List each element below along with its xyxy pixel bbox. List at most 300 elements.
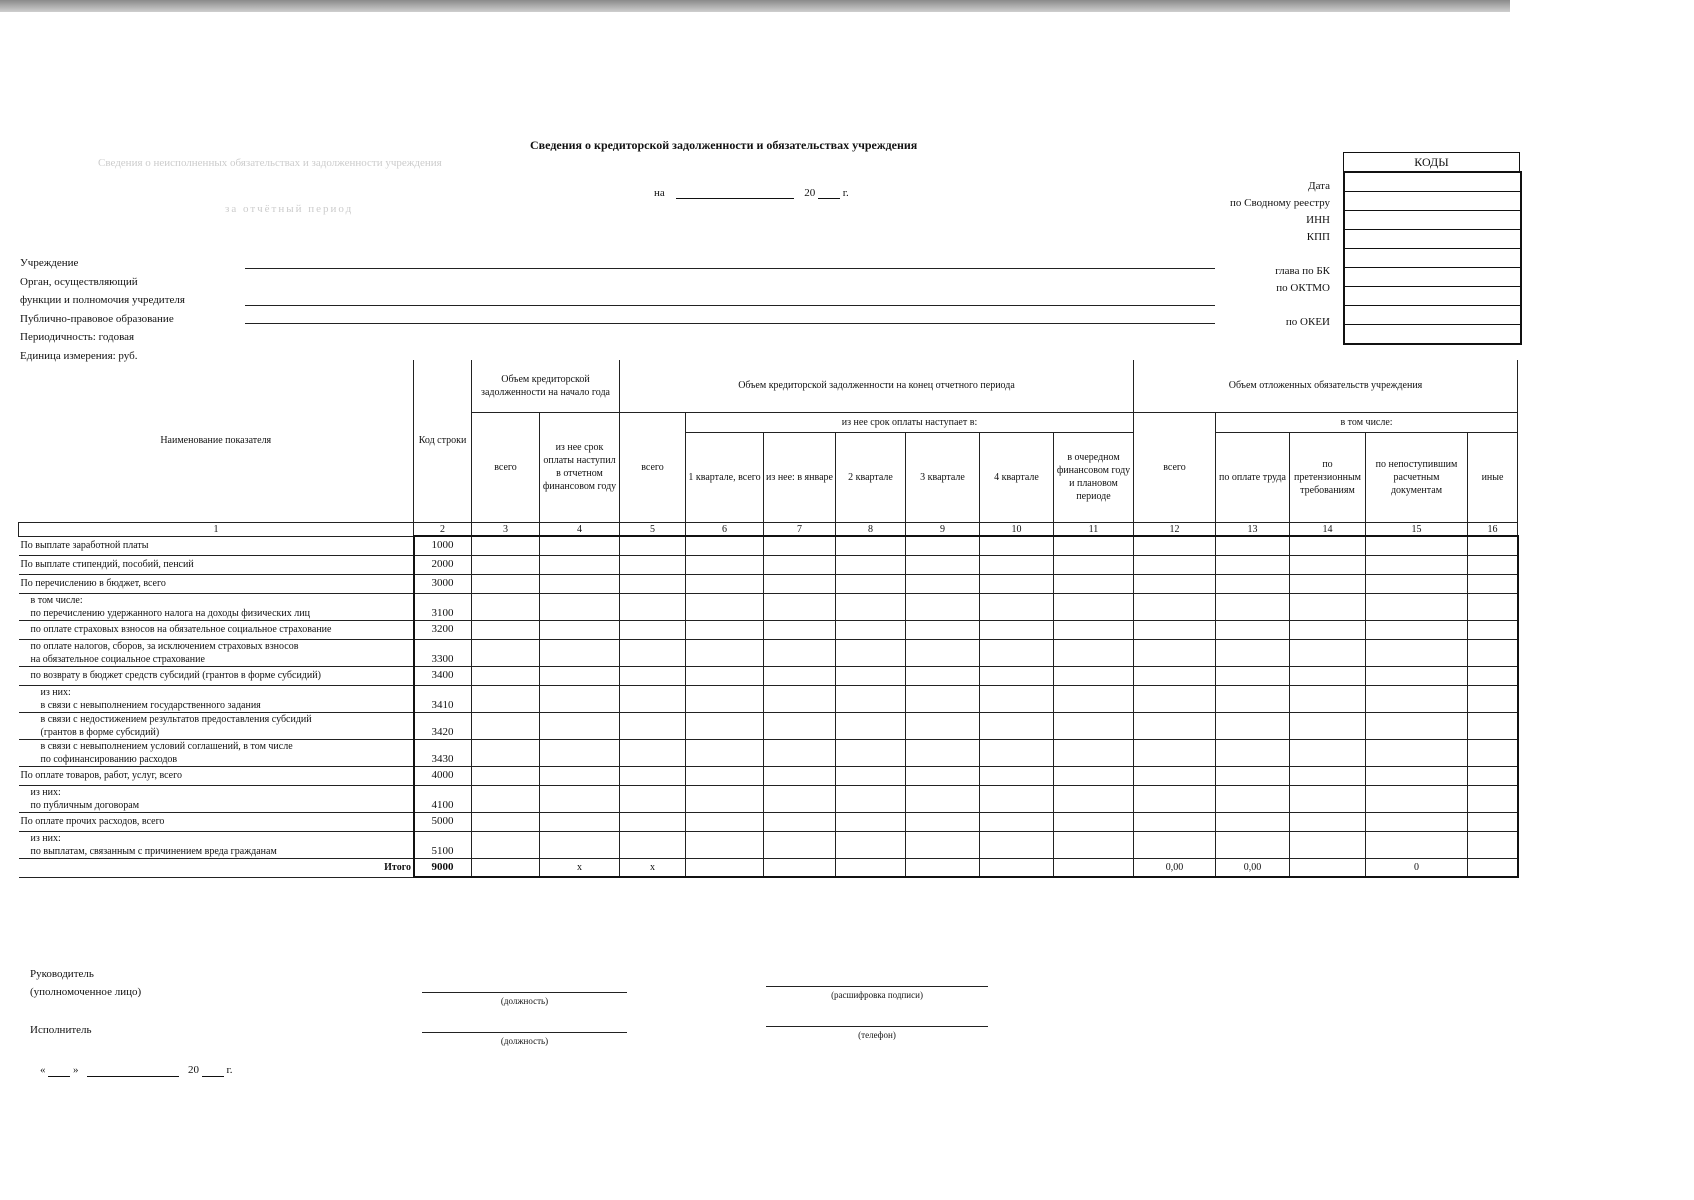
row-cell-c7[interactable] bbox=[764, 766, 836, 785]
row-cell-c8[interactable] bbox=[836, 766, 906, 785]
row-cell-c9[interactable] bbox=[906, 831, 980, 858]
row-cell-c16[interactable] bbox=[1468, 555, 1518, 574]
row-cell-c13[interactable] bbox=[1216, 739, 1290, 766]
institution-line[interactable] bbox=[245, 268, 1215, 269]
row-cell-c15[interactable] bbox=[1366, 620, 1468, 639]
code-cell-registry[interactable] bbox=[1345, 192, 1520, 211]
row-cell-c9[interactable] bbox=[906, 785, 980, 812]
total-c7[interactable] bbox=[764, 858, 836, 877]
total-c14[interactable] bbox=[1290, 858, 1366, 877]
row-cell-c13[interactable] bbox=[1216, 620, 1290, 639]
row-cell-c15[interactable] bbox=[1366, 574, 1468, 593]
row-cell-c12[interactable] bbox=[1134, 812, 1216, 831]
row-cell-c3[interactable] bbox=[472, 639, 540, 666]
public-entity-line[interactable] bbox=[245, 323, 1215, 324]
code-label-registry: по Сводному реестру bbox=[1230, 197, 1330, 209]
code-cell-bk[interactable] bbox=[1345, 268, 1520, 287]
row-cell-c9[interactable] bbox=[906, 739, 980, 766]
authority-line[interactable] bbox=[245, 305, 1215, 306]
row-cell-c16[interactable] bbox=[1468, 536, 1518, 555]
row-cell-c6[interactable] bbox=[686, 536, 764, 555]
row-cell-c10[interactable] bbox=[980, 639, 1054, 666]
table-row bbox=[19, 574, 1518, 593]
row-cell-c8[interactable] bbox=[836, 785, 906, 812]
row-cell-c11[interactable] bbox=[1054, 785, 1134, 812]
col-header-10: 4 квартале bbox=[980, 432, 1054, 522]
row-cell-c10[interactable] bbox=[980, 555, 1054, 574]
row-cell-c11[interactable] bbox=[1054, 620, 1134, 639]
row-cell-c3[interactable] bbox=[472, 739, 540, 766]
row-cell-c16[interactable] bbox=[1468, 739, 1518, 766]
row-cell-c6[interactable] bbox=[686, 712, 764, 739]
row-cell-c16[interactable] bbox=[1468, 593, 1518, 620]
row-cell-c4[interactable] bbox=[540, 712, 620, 739]
row-cell-c15[interactable] bbox=[1366, 831, 1468, 858]
head-position-caption: (должность) bbox=[500, 996, 549, 1006]
row-cell-c10[interactable] bbox=[980, 574, 1054, 593]
head-decipher-line[interactable] bbox=[766, 986, 988, 987]
row-cell-c14[interactable] bbox=[1290, 620, 1366, 639]
row-cell-c4[interactable] bbox=[540, 739, 620, 766]
sign-date bbox=[40, 1064, 233, 1077]
row-name bbox=[19, 812, 414, 831]
total-c11[interactable] bbox=[1054, 858, 1134, 877]
table-row bbox=[19, 766, 1518, 785]
row-cell-c16[interactable] bbox=[1468, 812, 1518, 831]
row-code: 3100 bbox=[414, 593, 472, 620]
field-unit: Единица измерения: руб. bbox=[20, 349, 138, 362]
row-cell-c4[interactable] bbox=[540, 785, 620, 812]
row-cell-c11[interactable] bbox=[1054, 739, 1134, 766]
total-row bbox=[19, 858, 1518, 877]
row-name-line: По оплате прочих расходов, всего bbox=[20, 816, 165, 827]
period-suffix: г. bbox=[842, 187, 849, 199]
col-group-start: Объем кредиторской задолженности на начало года bbox=[472, 360, 620, 412]
row-cell-c4[interactable] bbox=[540, 766, 620, 785]
row-cell-c10[interactable] bbox=[980, 712, 1054, 739]
row-cell-c5[interactable] bbox=[620, 831, 686, 858]
row-cell-c7[interactable] bbox=[764, 639, 836, 666]
field-authority-1: Орган, осуществляющий bbox=[20, 275, 138, 288]
row-cell-c9[interactable] bbox=[906, 685, 980, 712]
code-label-inn: ИНН bbox=[1306, 214, 1330, 226]
row-cell-c11[interactable] bbox=[1054, 831, 1134, 858]
field-authority-2: функции и полномочия учредителя bbox=[20, 294, 185, 306]
row-cell-c3[interactable] bbox=[472, 536, 540, 555]
column-number-3: 3 bbox=[472, 522, 540, 536]
code-label-date: Дата bbox=[1308, 180, 1330, 192]
row-cell-c12[interactable] bbox=[1134, 685, 1216, 712]
row-cell-c12[interactable] bbox=[1134, 831, 1216, 858]
row-cell-c7[interactable] bbox=[764, 593, 836, 620]
row-cell-c3[interactable] bbox=[472, 574, 540, 593]
row-cell-c4[interactable] bbox=[540, 555, 620, 574]
row-cell-c6[interactable] bbox=[686, 812, 764, 831]
row-cell-c13[interactable] bbox=[1216, 555, 1290, 574]
row-cell-c6[interactable] bbox=[686, 555, 764, 574]
row-cell-c13[interactable] bbox=[1216, 785, 1290, 812]
row-name-line-2: по публичным договорам bbox=[20, 799, 140, 811]
row-cell-c11[interactable] bbox=[1054, 766, 1134, 785]
row-cell-c3[interactable] bbox=[472, 712, 540, 739]
row-cell-c14[interactable] bbox=[1290, 712, 1366, 739]
executor-phone-line[interactable] bbox=[766, 1026, 988, 1027]
row-cell-c15[interactable] bbox=[1366, 593, 1468, 620]
row-cell-c11[interactable] bbox=[1054, 555, 1134, 574]
row-cell-c6[interactable] bbox=[686, 766, 764, 785]
total-c9[interactable] bbox=[906, 858, 980, 877]
row-cell-c10[interactable] bbox=[980, 620, 1054, 639]
row-cell-c3[interactable] bbox=[472, 812, 540, 831]
row-cell-c10[interactable] bbox=[980, 666, 1054, 685]
row-code: 3400 bbox=[414, 666, 472, 685]
row-cell-c13[interactable] bbox=[1216, 766, 1290, 785]
col-header-4: из нее срок оплаты наступил в отчетном финансовом году bbox=[540, 412, 620, 522]
row-cell-c13[interactable] bbox=[1216, 639, 1290, 666]
row-code: 3430 bbox=[414, 739, 472, 766]
total-c16[interactable] bbox=[1468, 858, 1518, 877]
code-cell-date[interactable] bbox=[1345, 173, 1520, 192]
row-cell-c9[interactable] bbox=[906, 812, 980, 831]
row-cell-c7[interactable] bbox=[764, 812, 836, 831]
col-header-6: 1 квартале, всего bbox=[686, 432, 764, 522]
row-cell-c12[interactable] bbox=[1134, 639, 1216, 666]
row-cell-c8[interactable] bbox=[836, 574, 906, 593]
row-cell-c11[interactable] bbox=[1054, 812, 1134, 831]
table-row bbox=[19, 666, 1518, 685]
row-name-line-2: в связи с невыполнением государственного задания bbox=[20, 699, 261, 711]
row-cell-c16[interactable] bbox=[1468, 666, 1518, 685]
row-cell-c8[interactable] bbox=[836, 712, 906, 739]
col-group-deferred: Объем отложенных обязательств учреждения bbox=[1134, 360, 1518, 412]
row-cell-c5[interactable] bbox=[620, 555, 686, 574]
scan-top-band bbox=[0, 0, 1510, 12]
code-label-kpp: КПП bbox=[1306, 231, 1330, 243]
code-cell-inn[interactable] bbox=[1345, 211, 1520, 230]
row-cell-c6[interactable] bbox=[686, 739, 764, 766]
row-cell-c9[interactable] bbox=[906, 766, 980, 785]
row-cell-c10[interactable] bbox=[980, 831, 1054, 858]
row-cell-c9[interactable] bbox=[906, 593, 980, 620]
head-position-line[interactable] bbox=[422, 992, 627, 993]
row-cell-c6[interactable] bbox=[686, 685, 764, 712]
total-c15: 0 bbox=[1366, 858, 1468, 877]
row-cell-c11[interactable] bbox=[1054, 712, 1134, 739]
row-cell-c8[interactable] bbox=[836, 831, 906, 858]
row-cell-c14[interactable] bbox=[1290, 593, 1366, 620]
row-cell-c9[interactable] bbox=[906, 555, 980, 574]
row-cell-c11[interactable] bbox=[1054, 639, 1134, 666]
row-cell-c9[interactable] bbox=[906, 536, 980, 555]
row-cell-c9[interactable] bbox=[906, 620, 980, 639]
row-name-line: в связи с недостижением результатов предоставления субсидий bbox=[20, 713, 312, 725]
date-suffix: г. bbox=[226, 1064, 233, 1076]
row-cell-c4[interactable] bbox=[540, 685, 620, 712]
period-year-field[interactable] bbox=[818, 186, 840, 199]
total-c3[interactable] bbox=[472, 858, 540, 877]
row-cell-c12[interactable] bbox=[1134, 766, 1216, 785]
code-cell-blank[interactable] bbox=[1345, 249, 1520, 268]
column-number-row bbox=[19, 522, 1518, 536]
date-month-field[interactable] bbox=[87, 1064, 179, 1077]
column-number-4: 4 bbox=[540, 522, 620, 536]
row-cell-c14[interactable] bbox=[1290, 766, 1366, 785]
row-name bbox=[19, 712, 414, 739]
row-cell-c5[interactable] bbox=[620, 712, 686, 739]
row-name bbox=[19, 666, 414, 685]
row-cell-c14[interactable] bbox=[1290, 536, 1366, 555]
codes-labels bbox=[1150, 178, 1330, 331]
row-cell-c6[interactable] bbox=[686, 574, 764, 593]
row-cell-c7[interactable] bbox=[764, 685, 836, 712]
row-cell-c15[interactable] bbox=[1366, 639, 1468, 666]
row-cell-c15[interactable] bbox=[1366, 812, 1468, 831]
column-number-7: 7 bbox=[764, 522, 836, 536]
row-cell-c13[interactable] bbox=[1216, 831, 1290, 858]
row-cell-c10[interactable] bbox=[980, 812, 1054, 831]
row-cell-c8[interactable] bbox=[836, 593, 906, 620]
row-cell-c13[interactable] bbox=[1216, 536, 1290, 555]
date-year-field[interactable] bbox=[202, 1064, 224, 1077]
row-cell-c16[interactable] bbox=[1468, 831, 1518, 858]
executor-position-line[interactable] bbox=[422, 1032, 627, 1033]
code-label-okei: по ОКЕИ bbox=[1285, 316, 1330, 328]
row-cell-c10[interactable] bbox=[980, 785, 1054, 812]
row-cell-c7[interactable] bbox=[764, 574, 836, 593]
row-cell-c16[interactable] bbox=[1468, 712, 1518, 739]
row-cell-c9[interactable] bbox=[906, 639, 980, 666]
row-code: 4100 bbox=[414, 785, 472, 812]
row-cell-c15[interactable] bbox=[1366, 785, 1468, 812]
row-name bbox=[19, 620, 414, 639]
col-header-15: по непоступившим расчетным документам bbox=[1366, 432, 1468, 522]
total-label: Итого bbox=[19, 858, 414, 877]
total-c10[interactable] bbox=[980, 858, 1054, 877]
row-name-line: По выплате заработной платы bbox=[20, 540, 149, 551]
code-cell-okei[interactable] bbox=[1345, 325, 1520, 343]
row-cell-c11[interactable] bbox=[1054, 536, 1134, 555]
row-cell-c12[interactable] bbox=[1134, 536, 1216, 555]
row-cell-c8[interactable] bbox=[836, 739, 906, 766]
field-public-entity: Публично-правовое образование bbox=[20, 312, 174, 325]
row-cell-c15[interactable] bbox=[1366, 739, 1468, 766]
row-cell-c4[interactable] bbox=[540, 536, 620, 555]
row-cell-c5[interactable] bbox=[620, 666, 686, 685]
row-cell-c13[interactable] bbox=[1216, 812, 1290, 831]
row-name-line: По перечислению в бюджет, всего bbox=[20, 578, 166, 589]
col-header-name: Наименование показателя bbox=[19, 360, 414, 522]
row-cell-c14[interactable] bbox=[1290, 739, 1366, 766]
row-cell-c6[interactable] bbox=[686, 785, 764, 812]
row-cell-c12[interactable] bbox=[1134, 574, 1216, 593]
row-cell-c4[interactable] bbox=[540, 831, 620, 858]
row-cell-c7[interactable] bbox=[764, 620, 836, 639]
row-cell-c4[interactable] bbox=[540, 574, 620, 593]
row-cell-c9[interactable] bbox=[906, 574, 980, 593]
row-cell-c14[interactable] bbox=[1290, 555, 1366, 574]
row-cell-c4[interactable] bbox=[540, 620, 620, 639]
row-cell-c14[interactable] bbox=[1290, 574, 1366, 593]
row-cell-c12[interactable] bbox=[1134, 712, 1216, 739]
row-cell-c14[interactable] bbox=[1290, 666, 1366, 685]
row-cell-c16[interactable] bbox=[1468, 574, 1518, 593]
row-cell-c10[interactable] bbox=[980, 739, 1054, 766]
row-cell-c5[interactable] bbox=[620, 766, 686, 785]
row-cell-c3[interactable] bbox=[472, 593, 540, 620]
executor-position-caption: (должность) bbox=[500, 1036, 549, 1046]
row-cell-c7[interactable] bbox=[764, 666, 836, 685]
total-c8[interactable] bbox=[836, 858, 906, 877]
total-c4: х bbox=[540, 858, 620, 877]
row-cell-c12[interactable] bbox=[1134, 620, 1216, 639]
row-cell-c10[interactable] bbox=[980, 536, 1054, 555]
row-cell-c11[interactable] bbox=[1054, 685, 1134, 712]
row-cell-c15[interactable] bbox=[1366, 766, 1468, 785]
codes-header: КОДЫ bbox=[1343, 152, 1520, 171]
row-cell-c5[interactable] bbox=[620, 812, 686, 831]
row-cell-c15[interactable] bbox=[1366, 712, 1468, 739]
row-cell-c7[interactable] bbox=[764, 555, 836, 574]
code-cell-kpp[interactable] bbox=[1345, 230, 1520, 249]
row-cell-c3[interactable] bbox=[472, 785, 540, 812]
row-cell-c15[interactable] bbox=[1366, 536, 1468, 555]
code-cell-oktmo[interactable] bbox=[1345, 287, 1520, 306]
row-cell-c5[interactable] bbox=[620, 593, 686, 620]
row-cell-c11[interactable] bbox=[1054, 593, 1134, 620]
row-cell-c13[interactable] bbox=[1216, 685, 1290, 712]
row-cell-c3[interactable] bbox=[472, 685, 540, 712]
date-open-quote: « bbox=[40, 1064, 46, 1076]
row-cell-c16[interactable] bbox=[1468, 639, 1518, 666]
row-cell-c12[interactable] bbox=[1134, 666, 1216, 685]
row-cell-c5[interactable] bbox=[620, 685, 686, 712]
code-cell-blank-2[interactable] bbox=[1345, 306, 1520, 325]
total-code: 9000 bbox=[414, 858, 472, 877]
table-row bbox=[19, 593, 1518, 620]
row-cell-c14[interactable] bbox=[1290, 639, 1366, 666]
code-label-bk: глава по БК bbox=[1275, 265, 1330, 277]
row-cell-c14[interactable] bbox=[1290, 685, 1366, 712]
row-cell-c7[interactable] bbox=[764, 739, 836, 766]
period-date-field[interactable] bbox=[676, 186, 794, 199]
row-cell-c5[interactable] bbox=[620, 785, 686, 812]
row-cell-c6[interactable] bbox=[686, 639, 764, 666]
row-cell-c15[interactable] bbox=[1366, 555, 1468, 574]
row-cell-c5[interactable] bbox=[620, 536, 686, 555]
row-cell-c9[interactable] bbox=[906, 666, 980, 685]
row-cell-c13[interactable] bbox=[1216, 574, 1290, 593]
column-number-2: 2 bbox=[414, 522, 472, 536]
row-cell-c7[interactable] bbox=[764, 785, 836, 812]
row-cell-c9[interactable] bbox=[906, 712, 980, 739]
row-cell-c6[interactable] bbox=[686, 593, 764, 620]
row-cell-c11[interactable] bbox=[1054, 574, 1134, 593]
col-group-deferred-sub: в том числе: bbox=[1216, 412, 1518, 432]
date-close-quote: » bbox=[73, 1064, 79, 1076]
row-cell-c14[interactable] bbox=[1290, 831, 1366, 858]
column-number-13: 13 bbox=[1216, 522, 1290, 536]
row-cell-c12[interactable] bbox=[1134, 785, 1216, 812]
row-cell-c8[interactable] bbox=[836, 620, 906, 639]
row-cell-c5[interactable] bbox=[620, 639, 686, 666]
row-cell-c15[interactable] bbox=[1366, 685, 1468, 712]
executor-phone-caption: (телефон) bbox=[858, 1030, 896, 1040]
row-cell-c4[interactable] bbox=[540, 593, 620, 620]
row-cell-c7[interactable] bbox=[764, 831, 836, 858]
row-cell-c8[interactable] bbox=[836, 536, 906, 555]
row-cell-c16[interactable] bbox=[1468, 620, 1518, 639]
row-cell-c5[interactable] bbox=[620, 574, 686, 593]
row-cell-c6[interactable] bbox=[686, 831, 764, 858]
row-cell-c6[interactable] bbox=[686, 666, 764, 685]
table-row bbox=[19, 739, 1518, 766]
row-cell-c12[interactable] bbox=[1134, 555, 1216, 574]
table-row bbox=[19, 785, 1518, 812]
row-cell-c12[interactable] bbox=[1134, 739, 1216, 766]
row-cell-c3[interactable] bbox=[472, 766, 540, 785]
row-name-line: из них: bbox=[20, 786, 61, 798]
row-cell-c3[interactable] bbox=[472, 620, 540, 639]
row-cell-c8[interactable] bbox=[836, 812, 906, 831]
row-cell-c15[interactable] bbox=[1366, 666, 1468, 685]
row-cell-c16[interactable] bbox=[1468, 685, 1518, 712]
table-row bbox=[19, 685, 1518, 712]
row-cell-c12[interactable] bbox=[1134, 593, 1216, 620]
total-c6[interactable] bbox=[686, 858, 764, 877]
row-cell-c8[interactable] bbox=[836, 666, 906, 685]
table-body bbox=[19, 536, 1518, 858]
row-cell-c3[interactable] bbox=[472, 555, 540, 574]
row-cell-c14[interactable] bbox=[1290, 785, 1366, 812]
col-header-9: 3 квартале bbox=[906, 432, 980, 522]
period-year-prefix: 20 bbox=[804, 187, 816, 199]
row-cell-c10[interactable] bbox=[980, 685, 1054, 712]
row-cell-c13[interactable] bbox=[1216, 593, 1290, 620]
table-row bbox=[19, 536, 1518, 555]
row-cell-c3[interactable] bbox=[472, 831, 540, 858]
row-cell-c5[interactable] bbox=[620, 620, 686, 639]
col-header-14: по претензионным требованиям bbox=[1290, 432, 1366, 522]
row-cell-c7[interactable] bbox=[764, 536, 836, 555]
row-cell-c13[interactable] bbox=[1216, 666, 1290, 685]
row-cell-c10[interactable] bbox=[980, 593, 1054, 620]
row-cell-c8[interactable] bbox=[836, 685, 906, 712]
row-name-line-2: (грантов в форме субсидий) bbox=[20, 726, 160, 738]
row-cell-c11[interactable] bbox=[1054, 666, 1134, 685]
total-c5: х bbox=[620, 858, 686, 877]
row-cell-c16[interactable] bbox=[1468, 766, 1518, 785]
row-cell-c3[interactable] bbox=[472, 666, 540, 685]
row-cell-c7[interactable] bbox=[764, 712, 836, 739]
row-cell-c8[interactable] bbox=[836, 639, 906, 666]
row-cell-c10[interactable] bbox=[980, 766, 1054, 785]
row-cell-c8[interactable] bbox=[836, 555, 906, 574]
row-cell-c4[interactable] bbox=[540, 812, 620, 831]
column-number-1: 1 bbox=[19, 522, 414, 536]
row-cell-c4[interactable] bbox=[540, 639, 620, 666]
date-day-field[interactable] bbox=[48, 1064, 70, 1077]
row-cell-c16[interactable] bbox=[1468, 785, 1518, 812]
row-code: 5000 bbox=[414, 812, 472, 831]
row-cell-c13[interactable] bbox=[1216, 712, 1290, 739]
row-cell-c5[interactable] bbox=[620, 739, 686, 766]
row-cell-c6[interactable] bbox=[686, 620, 764, 639]
row-cell-c14[interactable] bbox=[1290, 812, 1366, 831]
row-name bbox=[19, 536, 414, 555]
row-name-line: из них: bbox=[20, 832, 61, 844]
row-cell-c4[interactable] bbox=[540, 666, 620, 685]
row-name bbox=[19, 593, 414, 620]
